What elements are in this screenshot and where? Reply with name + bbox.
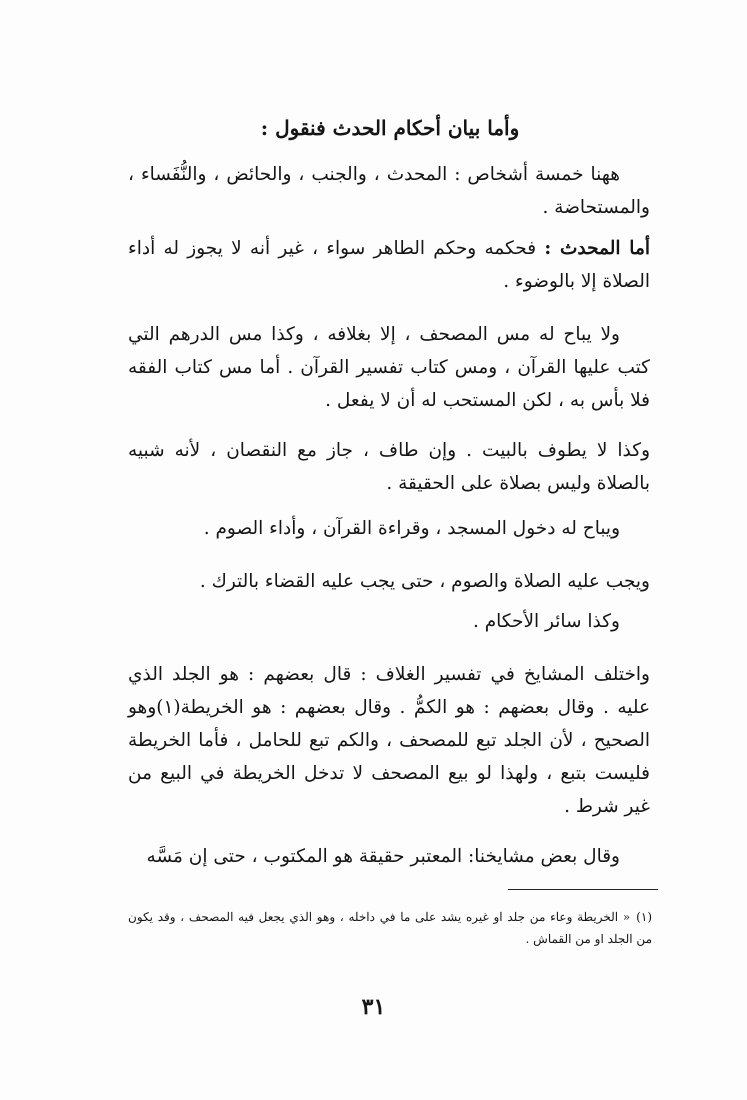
paragraph-ghilaf xyxy=(128,658,650,823)
paragraph-text: وكذا لا يطوف بالبيت . وإن طاف ، جاز مع النقصان ، لأنه شبيه بالصلاة وليس بصلاة على الحقيقة . xyxy=(128,440,650,494)
paragraph-mosque xyxy=(128,512,650,545)
paragraph-text: ههنا خمسة أشخاص : المحدث ، والجنب ، والحائض ، والنُّفَساء ، والمستحاضة . xyxy=(128,164,650,218)
footnote-text: « الخريطة وعاء من جلد او غيره يشد على ما في داخله ، وهو الذي يجعل فيه المصحف ، وقد يكون من الجلد او من القماش . xyxy=(128,910,652,946)
section-heading: وأما بيان أحكام الحدث فنقول : xyxy=(260,116,520,140)
paragraph-other-rulings xyxy=(128,605,650,638)
page-number: ٣١ xyxy=(361,994,386,1020)
paragraph-term: أما المحدث : xyxy=(544,238,650,259)
paragraph-text: فحكمه وحكم الطاهر سواء ، غير أنه لا يجوز له أداء الصلاة إلا بالوضوء . xyxy=(128,238,650,292)
paragraph-mashayikh xyxy=(128,840,650,873)
footnote-marker: (١) xyxy=(636,910,652,924)
paragraph-obligations xyxy=(128,565,650,598)
paragraph-text: ويجب عليه الصلاة والصوم ، حتى يجب عليه القضاء بالترك . xyxy=(199,571,650,592)
paragraph-muhdith xyxy=(128,232,650,298)
paragraph-touching-mushaf xyxy=(128,318,650,417)
paragraph-text: واختلف المشايخ في تفسير الغلاف : قال بعضهم : هو الجلد الذي عليه . وقال بعضهم : هو الكمُّ . وقال بعضهم : هو الخريطة(١)وهو الصحيح ، لأن الجلد تبع للمصحف ، والكم تبع للحامل ، فأما الخريطة فليست بتبع ، ولهذا لو بيع المصحف لا تدخل الخريطة في البيع من غير شرط . xyxy=(128,664,650,817)
paragraph-text: وقال بعض مشايخنا: المعتبر حقيقة هو المكتوب ، حتى إن مَسَّه xyxy=(146,846,620,867)
paragraph-text: ويباح له دخول المسجد ، وقراءة القرآن ، وأداء الصوم . xyxy=(203,518,620,539)
paragraph-persons xyxy=(128,158,650,224)
footnote xyxy=(128,906,652,950)
paragraph-tawaf xyxy=(128,434,650,500)
paragraph-text: ولا يباح له مس المصحف ، إلا بغلافه ، وكذا مس الدرهم التي كتب عليها القرآن ، ومس كتاب تفسير القرآن . أما مس كتاب الفقه فلا بأس به ، لكن المستحب له أن لا يفعل . xyxy=(128,324,650,411)
footnote-divider xyxy=(508,889,658,890)
paragraph-text: وكذا سائر الأحكام . xyxy=(472,611,620,632)
